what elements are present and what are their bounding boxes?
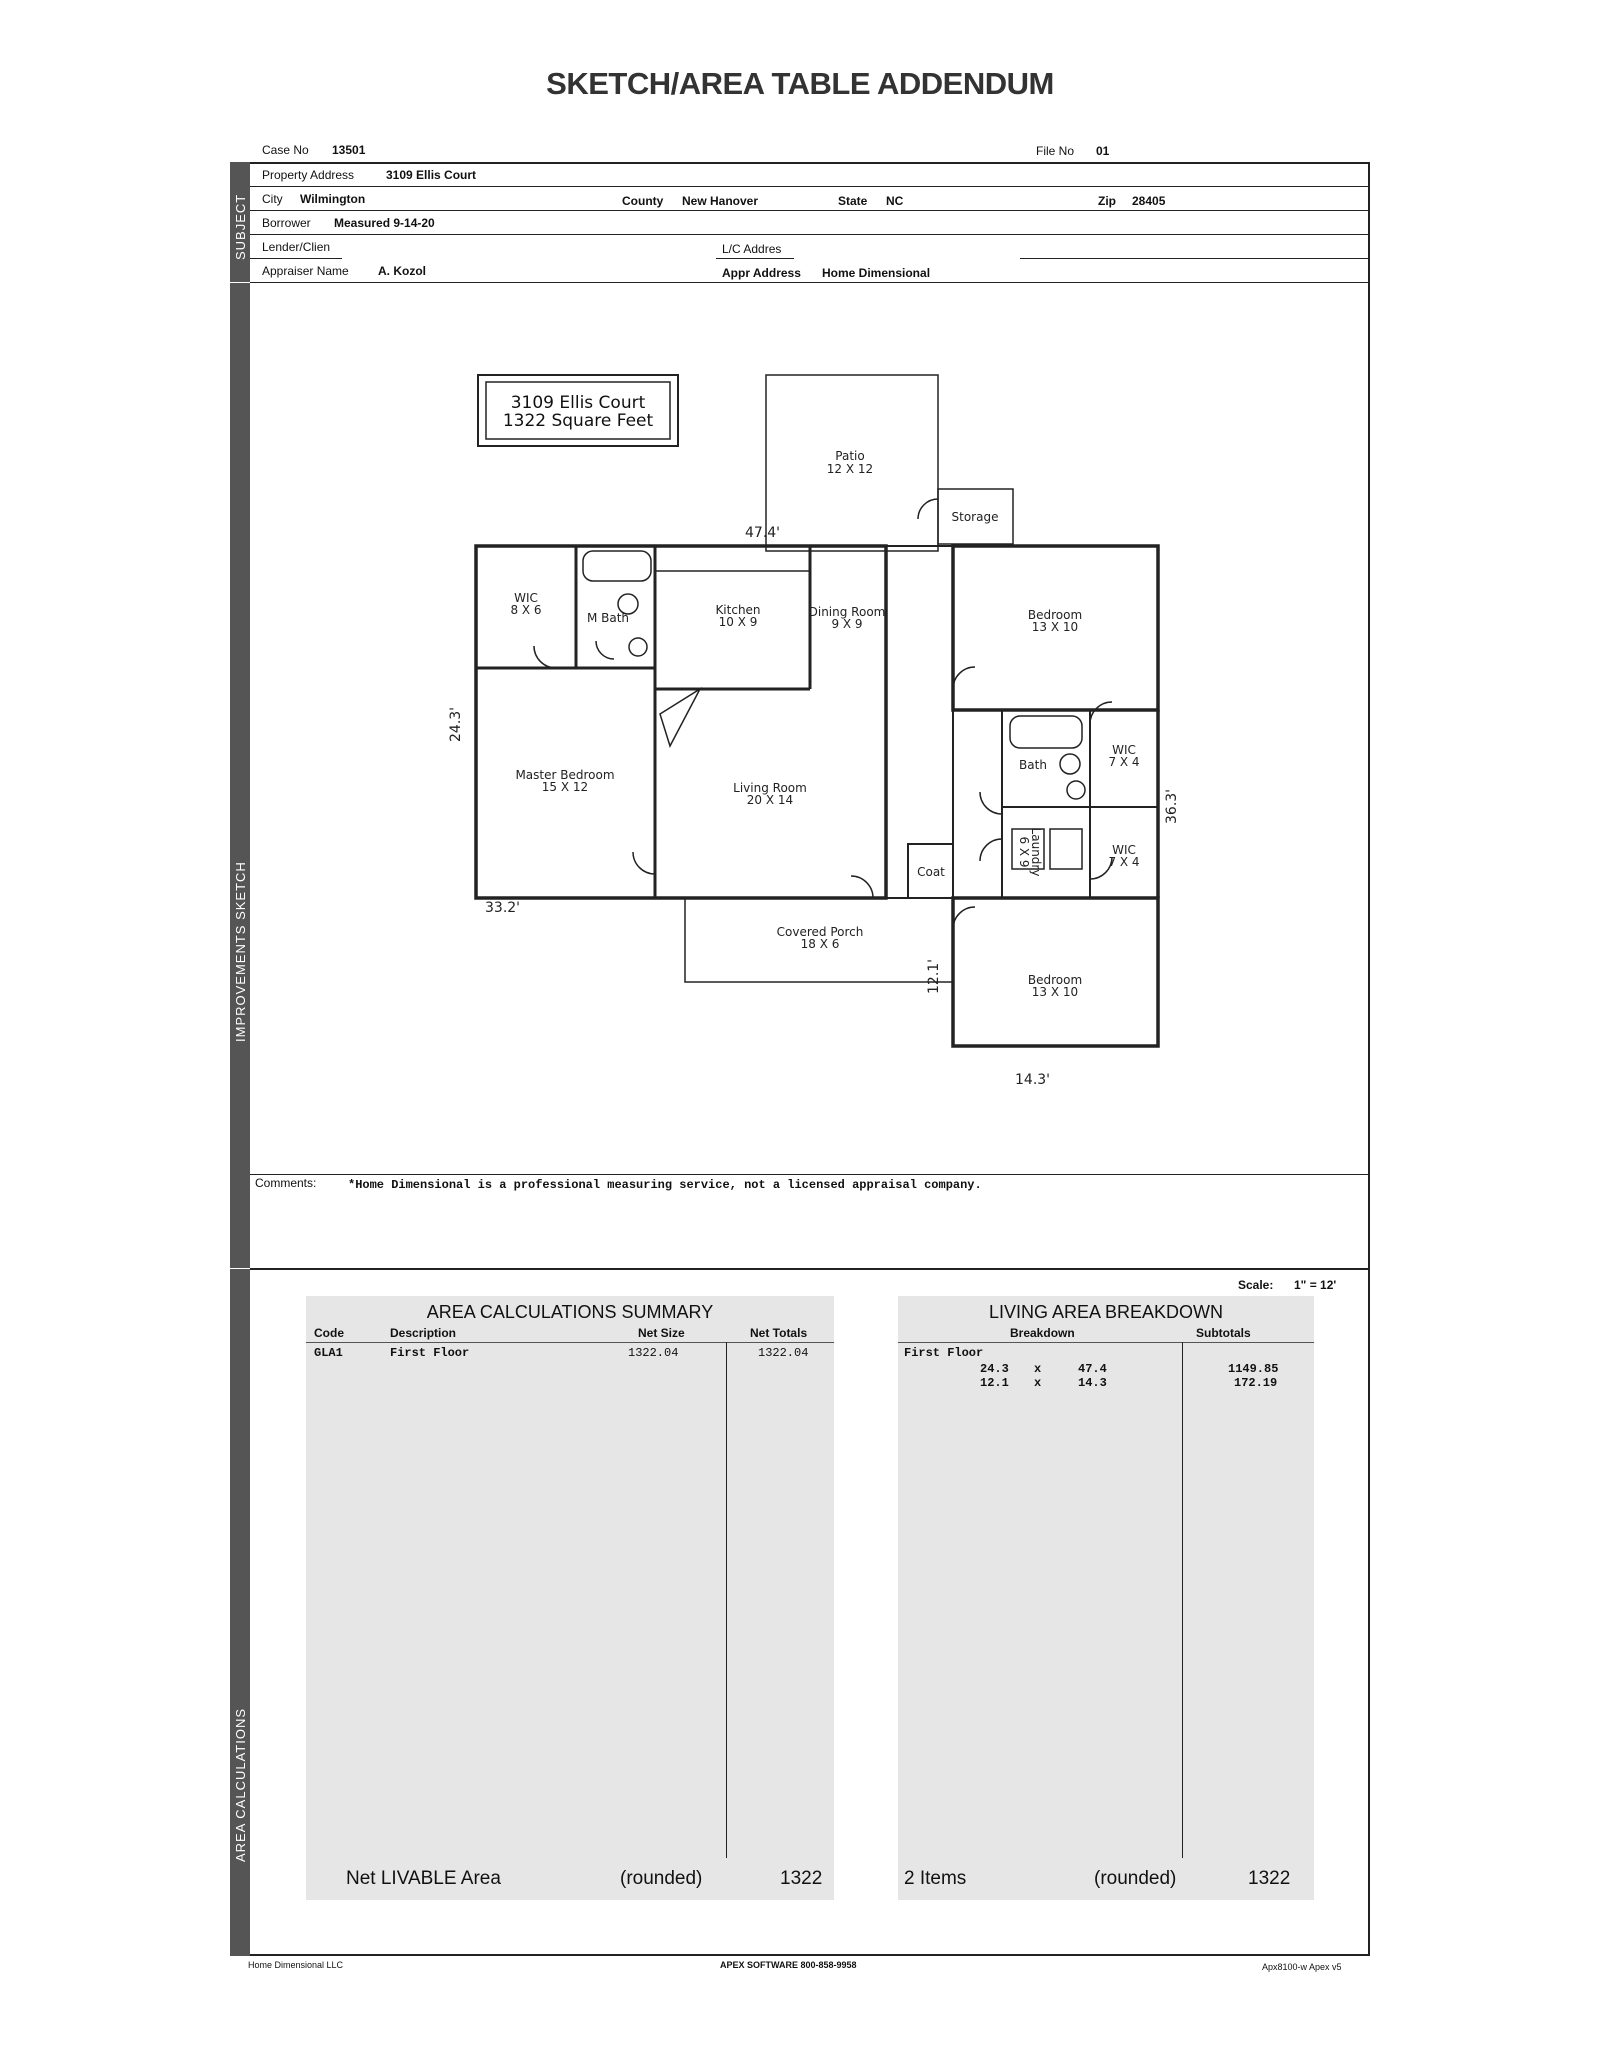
section-sidebar xyxy=(230,162,250,1956)
footer-right: Apx8100-w Apex v5 xyxy=(1262,1962,1342,1972)
county-value: New Hanover xyxy=(682,194,759,208)
state-label: State xyxy=(838,194,868,208)
breakdown-row1-x: x xyxy=(1034,1362,1042,1376)
summary-col-net-totals: Net Totals xyxy=(750,1326,808,1340)
city-value: Wilmington xyxy=(300,192,366,206)
dining-label: Dining Room xyxy=(808,605,886,619)
breakdown-footer-rounded: (rounded) xyxy=(1094,1868,1177,1889)
zip-label: Zip xyxy=(1098,194,1116,208)
bedroom2-label: Bedroom xyxy=(1027,973,1083,987)
porch-label: Covered Porch xyxy=(776,925,864,939)
porch-size: 18 X 6 xyxy=(800,937,840,951)
bath-label: Bath xyxy=(1019,758,1047,772)
breakdown-row1-a: 24.3 xyxy=(980,1362,1009,1376)
summary-footer-rounded: (rounded) xyxy=(620,1868,703,1889)
breakdown-row2-subtotal: 172.19 xyxy=(1234,1376,1278,1390)
summary-col-net-size: Net Size xyxy=(638,1326,685,1340)
breakdown-footer-label: 2 Items xyxy=(904,1868,967,1889)
file-no-label: File No xyxy=(1036,144,1075,158)
section-label-sketch: IMPROVEMENTS SKETCH xyxy=(233,861,248,1042)
breakdown-title: LIVING AREA BREAKDOWN xyxy=(988,1302,1224,1322)
summary-footer-value: 1322 xyxy=(780,1868,823,1889)
storage-label: Storage xyxy=(951,510,999,524)
section-label-subject: SUBJECT xyxy=(233,193,248,260)
case-no-value: 13501 xyxy=(332,143,366,157)
summary-footer-label: Net LIVABLE Area xyxy=(346,1868,501,1889)
dim-bottom-left: 33.2' xyxy=(485,900,521,916)
living-size: 20 X 14 xyxy=(746,793,794,807)
coat-label: Coat xyxy=(917,865,945,879)
section-label-area: AREA CALCULATIONS xyxy=(233,1707,248,1862)
breakdown-row2-x: x xyxy=(1034,1376,1042,1390)
zip-value: 28405 xyxy=(1132,194,1166,208)
sign-line1: 3109 Ellis Court xyxy=(510,393,646,413)
summary-row-net-size: 1322.04 xyxy=(628,1346,679,1360)
summary-title: AREA CALCULATIONS SUMMARY xyxy=(426,1302,714,1322)
wic1-size: 8 X 6 xyxy=(510,603,542,617)
bedroom2-outline xyxy=(953,898,1158,1046)
dim-top: 47.4' xyxy=(745,525,781,541)
lic-label: L/C Addres xyxy=(722,242,782,256)
city-label: City xyxy=(262,192,283,206)
area-summary-panel xyxy=(306,1296,834,1900)
appr-address-value: Home Dimensional xyxy=(822,266,931,280)
borrower-label: Borrower xyxy=(262,216,311,230)
comments-label: Comments: xyxy=(255,1176,317,1190)
lender-label: Lender/Clien xyxy=(262,240,331,254)
breakdown-footer-value: 1322 xyxy=(1248,1868,1291,1889)
footer-center: APEX SOFTWARE 800-858-9958 xyxy=(720,1960,857,1970)
breakdown-row2-b: 14.3 xyxy=(1078,1376,1107,1390)
sign-line2: 1322 Square Feet xyxy=(502,411,654,431)
appr-address-label: Appr Address xyxy=(722,266,801,280)
m-bath-label: M Bath xyxy=(586,611,630,625)
bedroom1-size: 13 X 10 xyxy=(1031,620,1079,634)
summary-row-code: GLA1 xyxy=(314,1346,343,1360)
breakdown-col-breakdown: Breakdown xyxy=(1010,1326,1075,1340)
floor-plan-sketch xyxy=(250,284,1368,1172)
breakdown-row2-a: 12.1 xyxy=(980,1376,1009,1390)
appraiser-label: Appraiser Name xyxy=(262,264,349,278)
comments-text: *Home Dimensional is a professional measuring service, not a licensed appraisal company. xyxy=(348,1178,982,1192)
summary-row-net-totals: 1322.04 xyxy=(758,1346,809,1360)
living-label: Living Room xyxy=(733,781,807,795)
bedroom2-size: 13 X 10 xyxy=(1031,985,1079,999)
laundry-label: Laundry xyxy=(1029,827,1043,877)
page-title: SKETCH/AREA TABLE ADDENDUM xyxy=(546,66,1054,101)
dim-porch-side: 12.1' xyxy=(926,958,942,994)
county-label: County xyxy=(622,194,664,208)
property-address-label: Property Address xyxy=(262,168,355,182)
living-area-panel xyxy=(898,1296,1314,1900)
bedroom1-label: Bedroom xyxy=(1027,608,1083,622)
wic3-label: WIC xyxy=(1112,843,1136,857)
dim-left: 24.3' xyxy=(448,706,464,742)
patio-size: 12 X 12 xyxy=(826,462,874,476)
file-no-value: 01 xyxy=(1096,144,1110,158)
summary-col-description: Description xyxy=(390,1326,457,1340)
footer-left: Home Dimensional LLC xyxy=(248,1960,344,1970)
wic1-label: WIC xyxy=(514,591,538,605)
dim-right: 36.3' xyxy=(1164,788,1180,824)
summary-col-code: Code xyxy=(314,1326,344,1340)
breakdown-col-subtotals: Subtotals xyxy=(1196,1326,1251,1340)
kitchen-label: Kitchen xyxy=(715,603,761,617)
laundry-size: 6 X 9 xyxy=(1017,836,1031,868)
case-no-label: Case No xyxy=(262,143,309,157)
master-size: 15 X 12 xyxy=(541,780,589,794)
dining-size: 9 X 9 xyxy=(831,617,863,631)
patio-label: Patio xyxy=(835,449,865,463)
borrower-value: Measured 9-14-20 xyxy=(334,216,435,230)
property-address-value: 3109 Ellis Court xyxy=(386,168,477,182)
scale-label: Scale: xyxy=(1238,1278,1274,1292)
dim-bottom-right: 14.3' xyxy=(1015,1072,1051,1088)
appraiser-value: A. Kozol xyxy=(378,264,426,278)
breakdown-row1-subtotal: 1149.85 xyxy=(1228,1362,1279,1376)
breakdown-floor: First Floor xyxy=(904,1346,984,1360)
wic2-label: WIC xyxy=(1112,743,1136,757)
summary-row-description: First Floor xyxy=(390,1346,470,1360)
kitchen-size: 10 X 9 xyxy=(718,615,758,629)
master-label: Master Bedroom xyxy=(515,768,615,782)
wic3-size: 7 X 4 xyxy=(1108,855,1140,869)
state-value: NC xyxy=(886,194,904,208)
breakdown-row1-b: 47.4 xyxy=(1078,1362,1107,1376)
wic2-size: 7 X 4 xyxy=(1108,755,1140,769)
scale-value: 1" = 12' xyxy=(1294,1278,1337,1292)
